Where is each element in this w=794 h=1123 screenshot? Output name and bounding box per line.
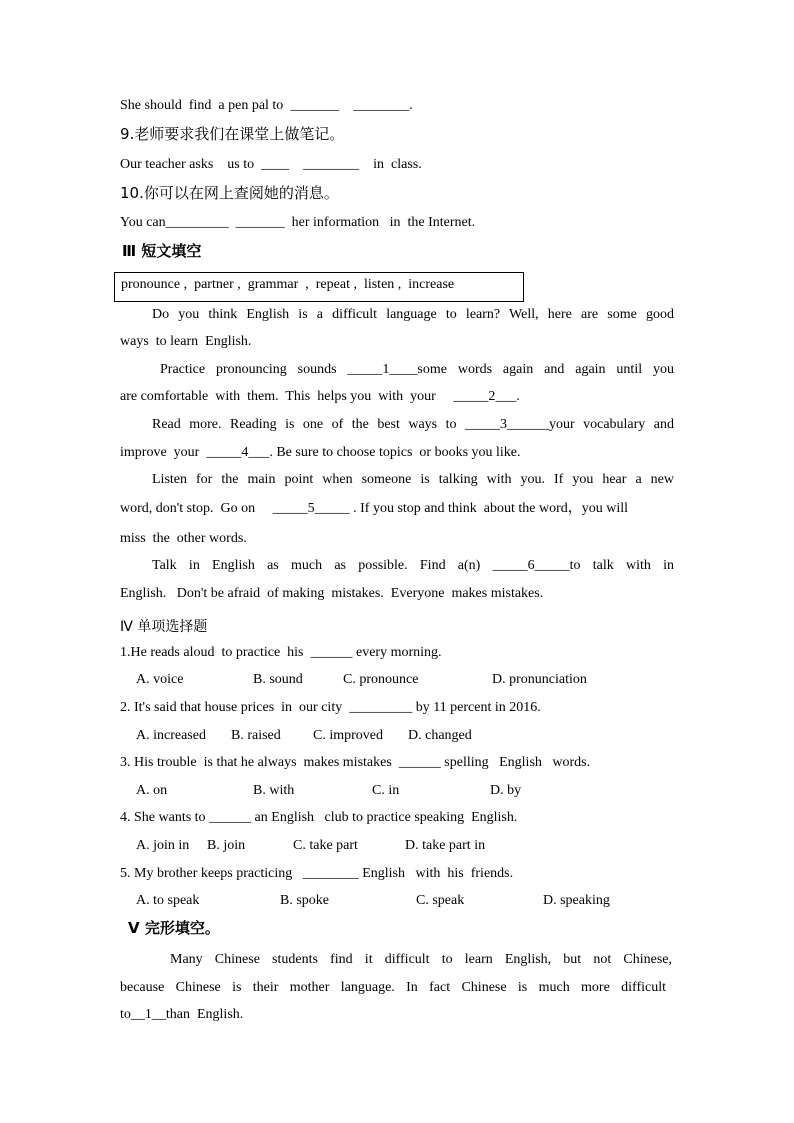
section-5-heading: Ⅴ 完形填空。 — [128, 919, 220, 937]
q2-option-a: A. increased — [136, 728, 206, 743]
q2-option-b: B. raised — [231, 728, 281, 743]
section-4-heading: Ⅳ 单项选择题 — [120, 619, 208, 635]
q3-option-d: D. by — [490, 783, 522, 798]
q3-option-b: B. with — [253, 783, 295, 798]
q4-option-c: C. take part — [293, 838, 358, 853]
q3-option-c: C. in — [372, 783, 400, 798]
q3-option-a: A. on — [136, 783, 168, 798]
sentence-10-chinese: 10.你可以在网上查阅她的消息。 — [120, 184, 339, 202]
passage-line: improve your _____4___. Be sure to choose topics or books you like. — [120, 445, 521, 460]
q4-option-d: D. take part in — [405, 838, 486, 853]
sentence-9-chinese: 9.老师要求我们在课堂上做笔记。 — [120, 125, 345, 143]
passage-line: Read more. Reading is one of the best ways to _____3______your vocabulary and — [152, 417, 674, 432]
passage-line: English. Don't be afraid of making mistakes. Everyone makes mistakes. — [120, 586, 544, 601]
q5-option-b: B. spoke — [280, 893, 329, 908]
q1-option-a: A. voice — [136, 672, 184, 687]
sentence-8-english: She should find a pen pal to _______ ________. — [120, 98, 413, 113]
sentence-9-english: Our teacher asks us to ____ ________ in class. — [120, 157, 422, 172]
passage-line: Listen for the main point when someone is talking with you. If you hear a new — [152, 472, 674, 487]
word-box — [114, 272, 524, 302]
q4-option-b: B. join — [207, 838, 246, 853]
word-box-text: pronounce , partner , grammar , repeat , listen , increase — [121, 277, 455, 292]
q4-option-a: A. join in — [136, 838, 190, 853]
q1-option-d: D. pronunciation — [492, 672, 587, 687]
question-1: 1.He reads aloud to practice his ______ every morning. — [120, 645, 442, 660]
q2-option-d: D. changed — [408, 728, 472, 743]
passage-line: Do you think English is a difficult language to learn? Well, here are some good — [152, 307, 674, 322]
q5-option-d: D. speaking — [543, 893, 610, 908]
passage-line: Many Chinese students find it difficult to learn English, but not Chinese, — [170, 952, 672, 967]
question-5: 5. My brother keeps practicing ________ English with his friends. — [120, 866, 514, 881]
passage-line: are comfortable with them. This helps you with your _____2___. — [120, 389, 520, 404]
passage-line: Practice pronouncing sounds _____1____some words again and again until you — [160, 362, 674, 377]
question-3: 3. His trouble is that he always makes mistakes ______ spelling English words. — [120, 755, 591, 770]
q5-option-a: A. to speak — [136, 893, 200, 908]
passage-line: to__1__than English. — [120, 1007, 244, 1022]
passage-line: word, don't stop. Go on _____5_____ . If you stop and think about the word，you will — [120, 501, 629, 516]
question-2: 2. It's said that house prices in our city _________ by 11 percent in 2016. — [120, 700, 541, 715]
question-4: 4. She wants to ______ an English club to practice speaking English. — [120, 810, 518, 825]
q2-option-c: C. improved — [313, 728, 383, 743]
passage-line: because Chinese is their mother language. In fact Chinese is much more difficult — [120, 980, 666, 995]
q5-option-c: C. speak — [416, 893, 465, 908]
passage-line: ways to learn English. — [120, 334, 252, 349]
sentence-10-english: You can_________ _______ her information in the Internet. — [120, 215, 476, 230]
q1-option-b: B. sound — [253, 672, 303, 687]
passage-line: Talk in English as much as possible. Find a(n) _____6_____to talk with in — [152, 558, 674, 573]
section-3-heading: Ⅲ 短文填空 — [122, 242, 202, 260]
passage-line: miss the other words. — [120, 531, 247, 546]
q1-option-c: C. pronounce — [343, 672, 419, 687]
